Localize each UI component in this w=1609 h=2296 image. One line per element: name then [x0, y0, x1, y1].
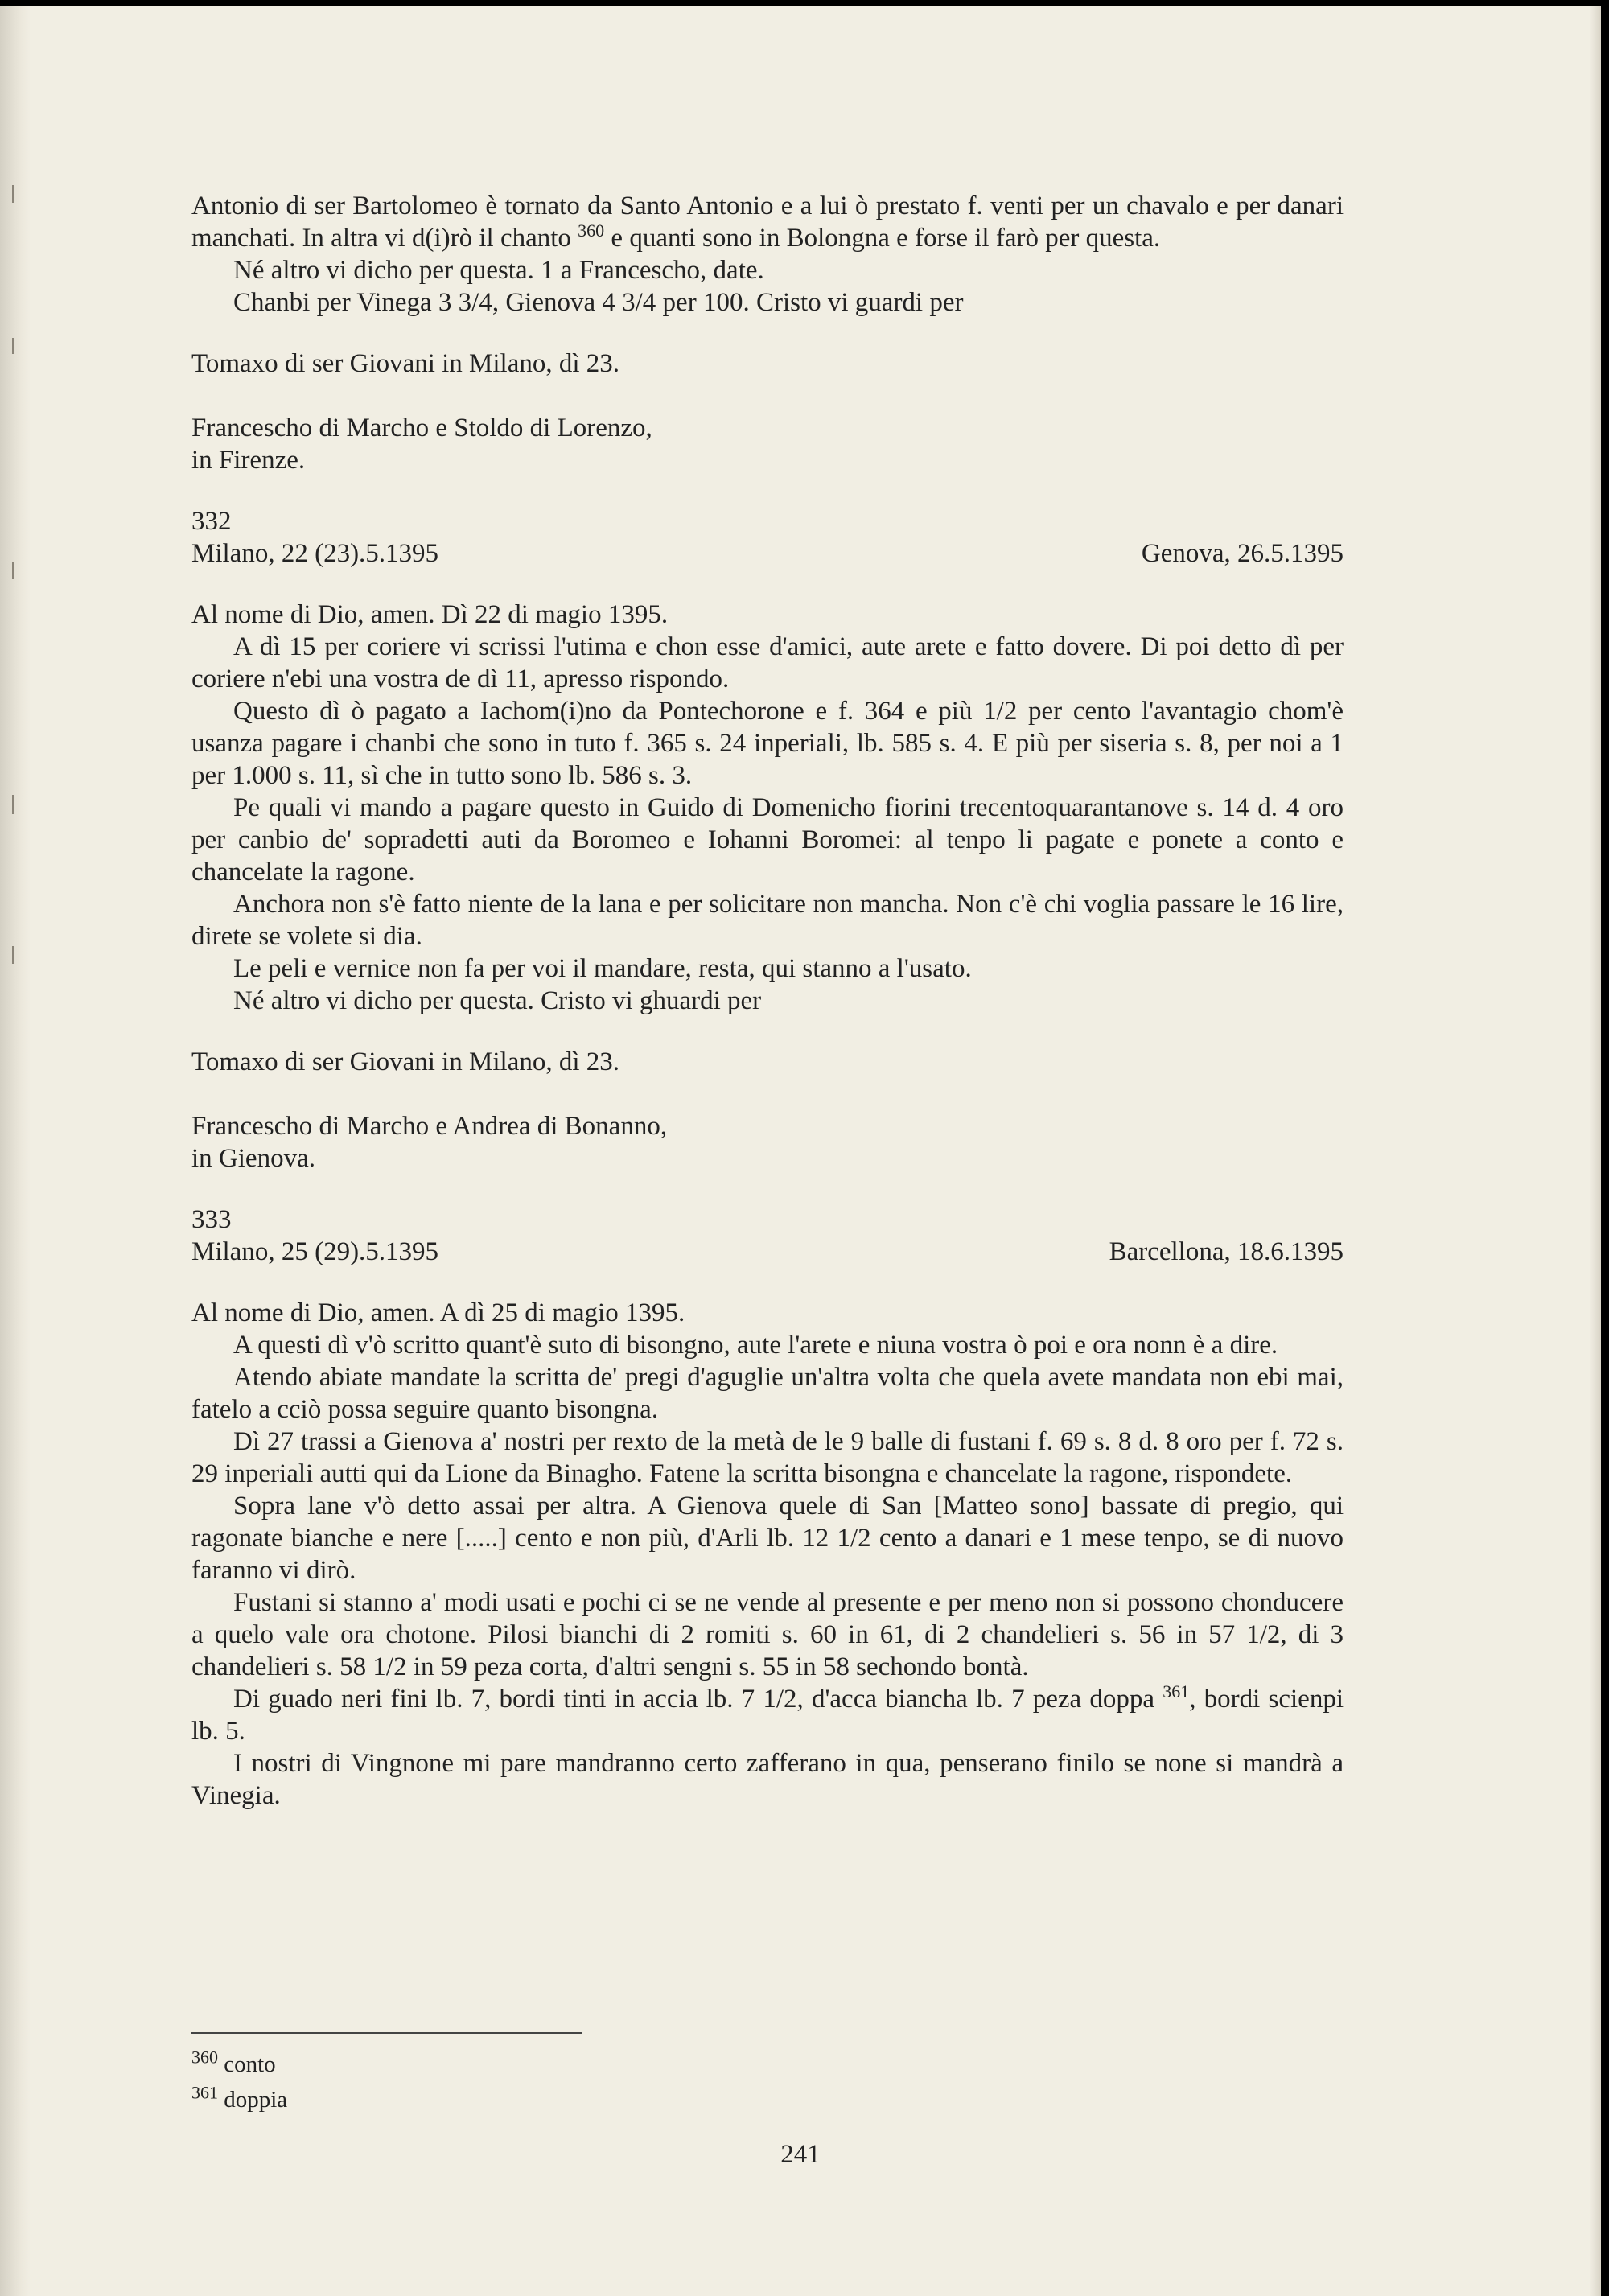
- margin-mark: [12, 795, 14, 814]
- paragraph: Atendo abiate mandate la scritta de' pregi d'aguglie un'altra volta che quela avete mandata non ebi mai, fatelo a cciò possa seguire quanto bisongna.: [191, 1363, 1344, 1424]
- book-page: [0, 6, 1601, 2296]
- page-gutter-shadow: [0, 6, 31, 2296]
- footnote-separator: [191, 2032, 582, 2034]
- paragraph: Sopra lane v'ò detto assai per altra. A Gienova quele di San [Matteo sono] bassate di pregio, qui ragonate bianche e nere [.....] cento e non più, d'Arli lb. 12 1/2 cento a danari e 1 mese tenpo, se di nuovo faranno vi dirò.: [191, 1492, 1344, 1585]
- letter-opening: Al nome di Dio, amen. A dì 25 di magio 1395.: [191, 1298, 685, 1327]
- date-line: [191, 537, 1344, 570]
- address-line: in Firenze.: [191, 446, 306, 475]
- address-line: Francescho di Marcho e Stoldo di Lorenzo,: [191, 414, 652, 442]
- date-received: Barcellona, 18.6.1395: [1109, 1237, 1344, 1266]
- margin-mark: [12, 185, 14, 203]
- footnote: [191, 2082, 287, 2117]
- footnote-ref[interactable]: 361: [1163, 1681, 1190, 1701]
- paragraph-text: , bordi scienpi lb. 5.: [191, 1685, 1344, 1746]
- date-origin: Milano, 25 (29).5.1395: [191, 1237, 439, 1266]
- paragraph: Né altro vi dicho per questa. Cristo vi ghuardi per: [233, 986, 762, 1015]
- paragraph: Anchora non s'è fatto niente de la lana e per solicitare non mancha. Non c'è chi voglia passare le 16 lire, direte se volete si dia.: [191, 890, 1344, 951]
- footnote-text: doppia: [224, 2087, 288, 2113]
- date-received: Genova, 26.5.1395: [1141, 539, 1344, 568]
- letter-number: 332: [191, 507, 232, 536]
- signature: Tomaxo di ser Giovani in Milano, dì 23.: [191, 349, 620, 378]
- main-text: [191, 190, 1344, 1812]
- footnotes: [191, 2047, 287, 2117]
- paragraph: Le peli e vernice non fa per voi il mandare, resta, qui stanno a l'usato.: [233, 954, 972, 983]
- footnote-number: 360: [191, 2047, 218, 2068]
- letter-opening: Al nome di Dio, amen. Dì 22 di magio 1395.: [191, 600, 669, 629]
- margin-mark: [12, 562, 14, 579]
- page-number: 241: [780, 2140, 821, 2169]
- paragraph: [191, 190, 1344, 254]
- signature: Tomaxo di ser Giovani in Milano, dì 23.: [191, 1047, 620, 1076]
- footnote-text: conto: [224, 2051, 276, 2077]
- paragraph: I nostri di Vingnone mi pare mandranno certo zafferano in qua, penserano finilo se none si mandrà a Vinegia.: [191, 1749, 1344, 1810]
- letter-number: 333: [191, 1205, 232, 1234]
- address-line: Francescho di Marcho e Andrea di Bonanno,: [191, 1112, 668, 1141]
- footnote-number: 361: [191, 2082, 218, 2103]
- address-line: in Gienova.: [191, 1144, 315, 1173]
- paragraph: Pe quali vi mando a pagare questo in Guido di Domenicho fiorini trecentoquarantanove s. 14 d. 4 oro per canbio de' sopradetti auti da Boromeo e Iohanni Boromei: al tenpo li pagate e ponete a conto e chancelate la ragone.: [191, 793, 1344, 887]
- page-edge-shadow: [1590, 6, 1601, 2296]
- paragraph: Né altro vi dicho per questa. 1 a Francescho, date.: [233, 256, 764, 285]
- paragraph: Chanbi per Vinega 3 3/4, Gienova 4 3/4 per 100. Cristo vi guardi per: [233, 288, 964, 317]
- paragraph: Dì 27 trassi a Gienova a' nostri per rexto de la metà de le 9 balle di fustani f. 69 s. 8 d. 8 oro per f. 72 s. 29 inperiali autti qui da Lione da Binagho. Fatene la scritta bisongna e chancelate la ragone, rispondete.: [191, 1427, 1344, 1488]
- paragraph: A dì 15 per coriere vi scrissi l'utima e chon esse d'amici, aute arete e fatto dovere. Di poi detto dì per coriere n'ebi una vostra de dì 11, apresso rispondo.: [191, 632, 1344, 693]
- paragraph: Questo dì ò pagato a Iachom(i)no da Pontechorone e f. 364 e più 1/2 per cento l'avantagio chom'è usanza pagare i chanbi che sono in tuto f. 365 s. 24 inperiali, lb. 585 s. 4. E più per siseria s. 8, per noi a 1 per 1.000 s. 11, sì che in tutto sono lb. 586 s. 3.: [191, 697, 1344, 790]
- paragraph: A questi dì v'ò scritto quant'è suto di bisongno, aute l'arete e niuna vostra ò poi e ora nonn è a dire.: [233, 1331, 1278, 1360]
- paragraph-text: e quanti sono in Bolongna e forse il farò per questa.: [611, 224, 1161, 253]
- footnote-ref[interactable]: 360: [578, 220, 605, 241]
- paragraph: [191, 1683, 1344, 1747]
- date-origin: Milano, 22 (23).5.1395: [191, 539, 439, 568]
- paragraph-text: Antonio di ser Bartolomeo è tornato da Santo Antonio e a lui ò prestato f. venti per un chavalo e per danari manchati. In altra vi d(i)rò il chanto: [191, 191, 1344, 253]
- date-line: [191, 1236, 1344, 1268]
- margin-mark: [12, 338, 14, 354]
- paragraph-text: Di guado neri fini lb. 7, bordi tinti in accia lb. 7 1/2, d'acca biancha lb. 7 peza doppa: [233, 1685, 1155, 1714]
- footnote: [191, 2047, 287, 2082]
- margin-mark: [12, 946, 14, 964]
- paragraph: Fustani si stanno a' modi usati e pochi ci se ne vende al presente e per meno non si possono chonducere a quelo vale ora chotone. Pilosi bianchi di 2 romiti s. 60 in 61, di 2 chandelieri s. 56 in 57 1/2, di 3 chandelieri s. 58 1/2 in 59 peza corta, d'altri sengni s. 55 in 58 sechondo bontà.: [191, 1588, 1344, 1681]
